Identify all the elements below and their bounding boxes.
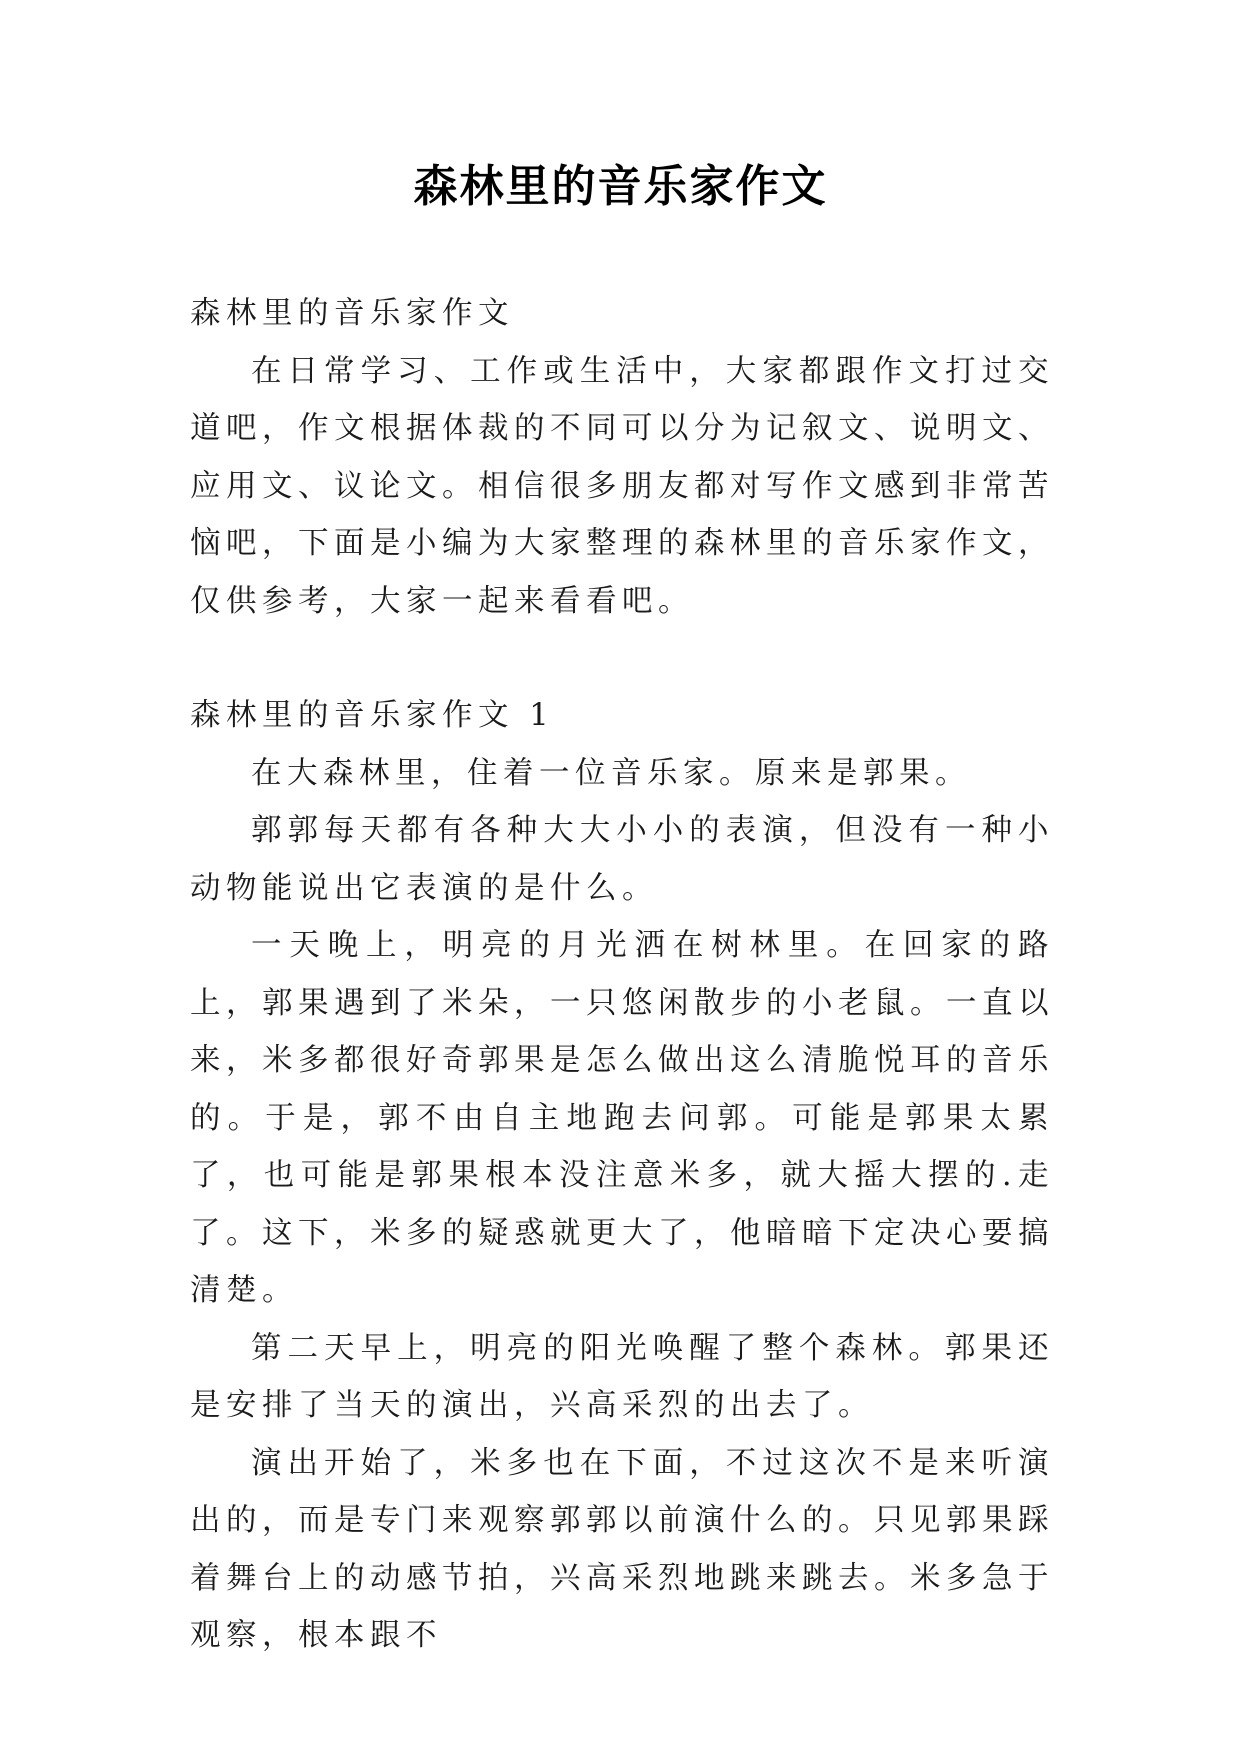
paragraph: 第二天早上，明亮的阳光唤醒了整个森林。郭果还是安排了当天的演出，兴高采烈的出去了。 bbox=[190, 1330, 1054, 1423]
intro-heading: 森林里的音乐家作文 bbox=[190, 296, 514, 331]
paragraph: 一天晚上，明亮的月光洒在树林里。在回家的路上，郭果遇到了米朵，一只悠闲散步的小老鼠。一直以来，米多都很好奇郭果是怎么做出这么清脆悦耳的音乐的。于是，郭不由自主地跑去问郭。可能是郭果太累了，也可能是郭果根本没注意米多，就大摇大摆的.走了。这下，米多的疑惑就更大了，他暗暗下定决心要搞清楚。 bbox=[190, 928, 1054, 1308]
paragraph: 在大森林里，住着一位音乐家。原来是郭果。 bbox=[251, 755, 971, 791]
document-title: 森林里的音乐家作文 bbox=[413, 161, 828, 212]
paragraph: 郭郭每天都有各种大大小小的表演，但没有一种小动物能说出它表演的是什么。 bbox=[190, 813, 1054, 906]
intro-paragraph: 在日常学习、工作或生活中，大家都跟作文打过交道吧，作文根据体裁的不同可以分为记叙文、说明文、应用文、议论文。相信很多朋友都对写作文感到非常苦恼吧，下面是小编为大家整理的森林里的音乐家作文，仅供参考，大家一起来看看吧。 bbox=[190, 353, 1054, 619]
document-body bbox=[190, 285, 1054, 1665]
paragraph: 演出开始了，米多也在下面，不过这次不是来听演出的，而是专门来观察郭郭以前演什么的。只见郭果踩着舞台上的动感节拍，兴高采烈地跳来跳去。米多急于观察，根本跟不 bbox=[190, 1445, 1054, 1653]
section-heading: 森林里的音乐家作文 1 bbox=[190, 698, 555, 733]
